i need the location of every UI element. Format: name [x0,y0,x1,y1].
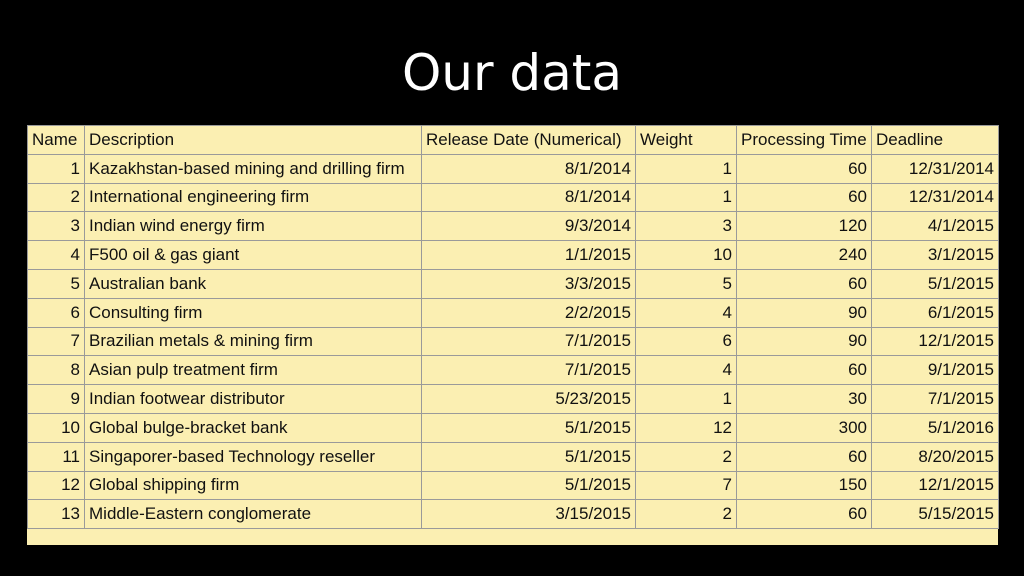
cell-description: Kazakhstan-based mining and drilling firm [85,154,422,183]
cell-name: 3 [28,212,85,241]
cell-weight: 5 [636,269,737,298]
cell-deadline: 3/1/2015 [872,241,999,270]
cell-deadline: 12/1/2015 [872,471,999,500]
cell-processing-time: 60 [737,183,872,212]
cell-release-date: 1/1/2015 [422,241,636,270]
cell-processing-time: 60 [737,442,872,471]
data-table-container [27,125,998,545]
cell-processing-time: 60 [737,269,872,298]
cell-deadline: 5/1/2015 [872,269,999,298]
cell-description: Indian wind energy firm [85,212,422,241]
cell-processing-time: 120 [737,212,872,241]
cell-name: 8 [28,356,85,385]
cell-description: Consulting firm [85,298,422,327]
cell-description: Brazilian metals & mining firm [85,327,422,356]
cell-weight: 2 [636,442,737,471]
cell-name: 7 [28,327,85,356]
table-row [28,183,999,212]
table-row [28,500,999,529]
cell-weight: 2 [636,500,737,529]
cell-deadline: 7/1/2015 [872,385,999,414]
cell-name: 4 [28,241,85,270]
cell-description: Middle-Eastern conglomerate [85,500,422,529]
cell-name: 12 [28,471,85,500]
cell-processing-time: 60 [737,356,872,385]
header-cell-deadline: Deadline [872,126,999,155]
cell-processing-time: 60 [737,154,872,183]
cell-description: International engineering firm [85,183,422,212]
cell-deadline: 5/15/2015 [872,500,999,529]
cell-processing-time: 90 [737,327,872,356]
cell-deadline: 4/1/2015 [872,212,999,241]
table-row [28,154,999,183]
cell-release-date: 3/15/2015 [422,500,636,529]
header-cell-release-date: Release Date (Numerical) [422,126,636,155]
cell-name: 2 [28,183,85,212]
cell-weight: 10 [636,241,737,270]
cell-description: Asian pulp treatment firm [85,356,422,385]
cell-description: F500 oil & gas giant [85,241,422,270]
cell-name: 1 [28,154,85,183]
table-row [28,327,999,356]
table-row [28,356,999,385]
cell-processing-time: 30 [737,385,872,414]
cell-processing-time: 240 [737,241,872,270]
cell-processing-time: 150 [737,471,872,500]
header-row [28,126,999,155]
table-row [28,298,999,327]
table-row [28,212,999,241]
cell-release-date: 7/1/2015 [422,327,636,356]
cell-processing-time: 90 [737,298,872,327]
cell-description: Indian footwear distributor [85,385,422,414]
cell-name: 13 [28,500,85,529]
cell-deadline: 8/20/2015 [872,442,999,471]
table-row [28,241,999,270]
cell-release-date: 8/1/2014 [422,183,636,212]
cell-description: Australian bank [85,269,422,298]
cell-release-date: 2/2/2015 [422,298,636,327]
cell-weight: 6 [636,327,737,356]
cell-description: Global shipping firm [85,471,422,500]
cell-processing-time: 300 [737,413,872,442]
table-row [28,471,999,500]
table-row [28,413,999,442]
slide-title: Our data [401,44,623,102]
cell-release-date: 5/1/2015 [422,413,636,442]
cell-name: 11 [28,442,85,471]
cell-weight: 3 [636,212,737,241]
cell-deadline: 5/1/2016 [872,413,999,442]
header-cell-weight: Weight [636,126,737,155]
cell-deadline: 12/31/2014 [872,183,999,212]
cell-weight: 4 [636,298,737,327]
cell-weight: 1 [636,385,737,414]
cell-processing-time: 60 [737,500,872,529]
cell-release-date: 8/1/2014 [422,154,636,183]
table-row [28,385,999,414]
cell-deadline: 9/1/2015 [872,356,999,385]
header-cell-name: Name [28,126,85,155]
data-table [27,125,999,529]
cell-description: Global bulge-bracket bank [85,413,422,442]
cell-weight: 4 [636,356,737,385]
cell-release-date: 5/1/2015 [422,471,636,500]
header-cell-description: Description [85,126,422,155]
cell-weight: 7 [636,471,737,500]
cell-weight: 1 [636,183,737,212]
cell-description: Singaporer-based Technology reseller [85,442,422,471]
cell-deadline: 12/1/2015 [872,327,999,356]
cell-weight: 12 [636,413,737,442]
table-row [28,442,999,471]
cell-name: 10 [28,413,85,442]
cell-name: 9 [28,385,85,414]
cell-release-date: 5/1/2015 [422,442,636,471]
header-cell-processing-time: Processing Time [737,126,872,155]
table-row [28,269,999,298]
cell-name: 5 [28,269,85,298]
cell-name: 6 [28,298,85,327]
cell-deadline: 12/31/2014 [872,154,999,183]
cell-release-date: 9/3/2014 [422,212,636,241]
cell-release-date: 3/3/2015 [422,269,636,298]
cell-release-date: 5/23/2015 [422,385,636,414]
cell-weight: 1 [636,154,737,183]
cell-deadline: 6/1/2015 [872,298,999,327]
cell-release-date: 7/1/2015 [422,356,636,385]
